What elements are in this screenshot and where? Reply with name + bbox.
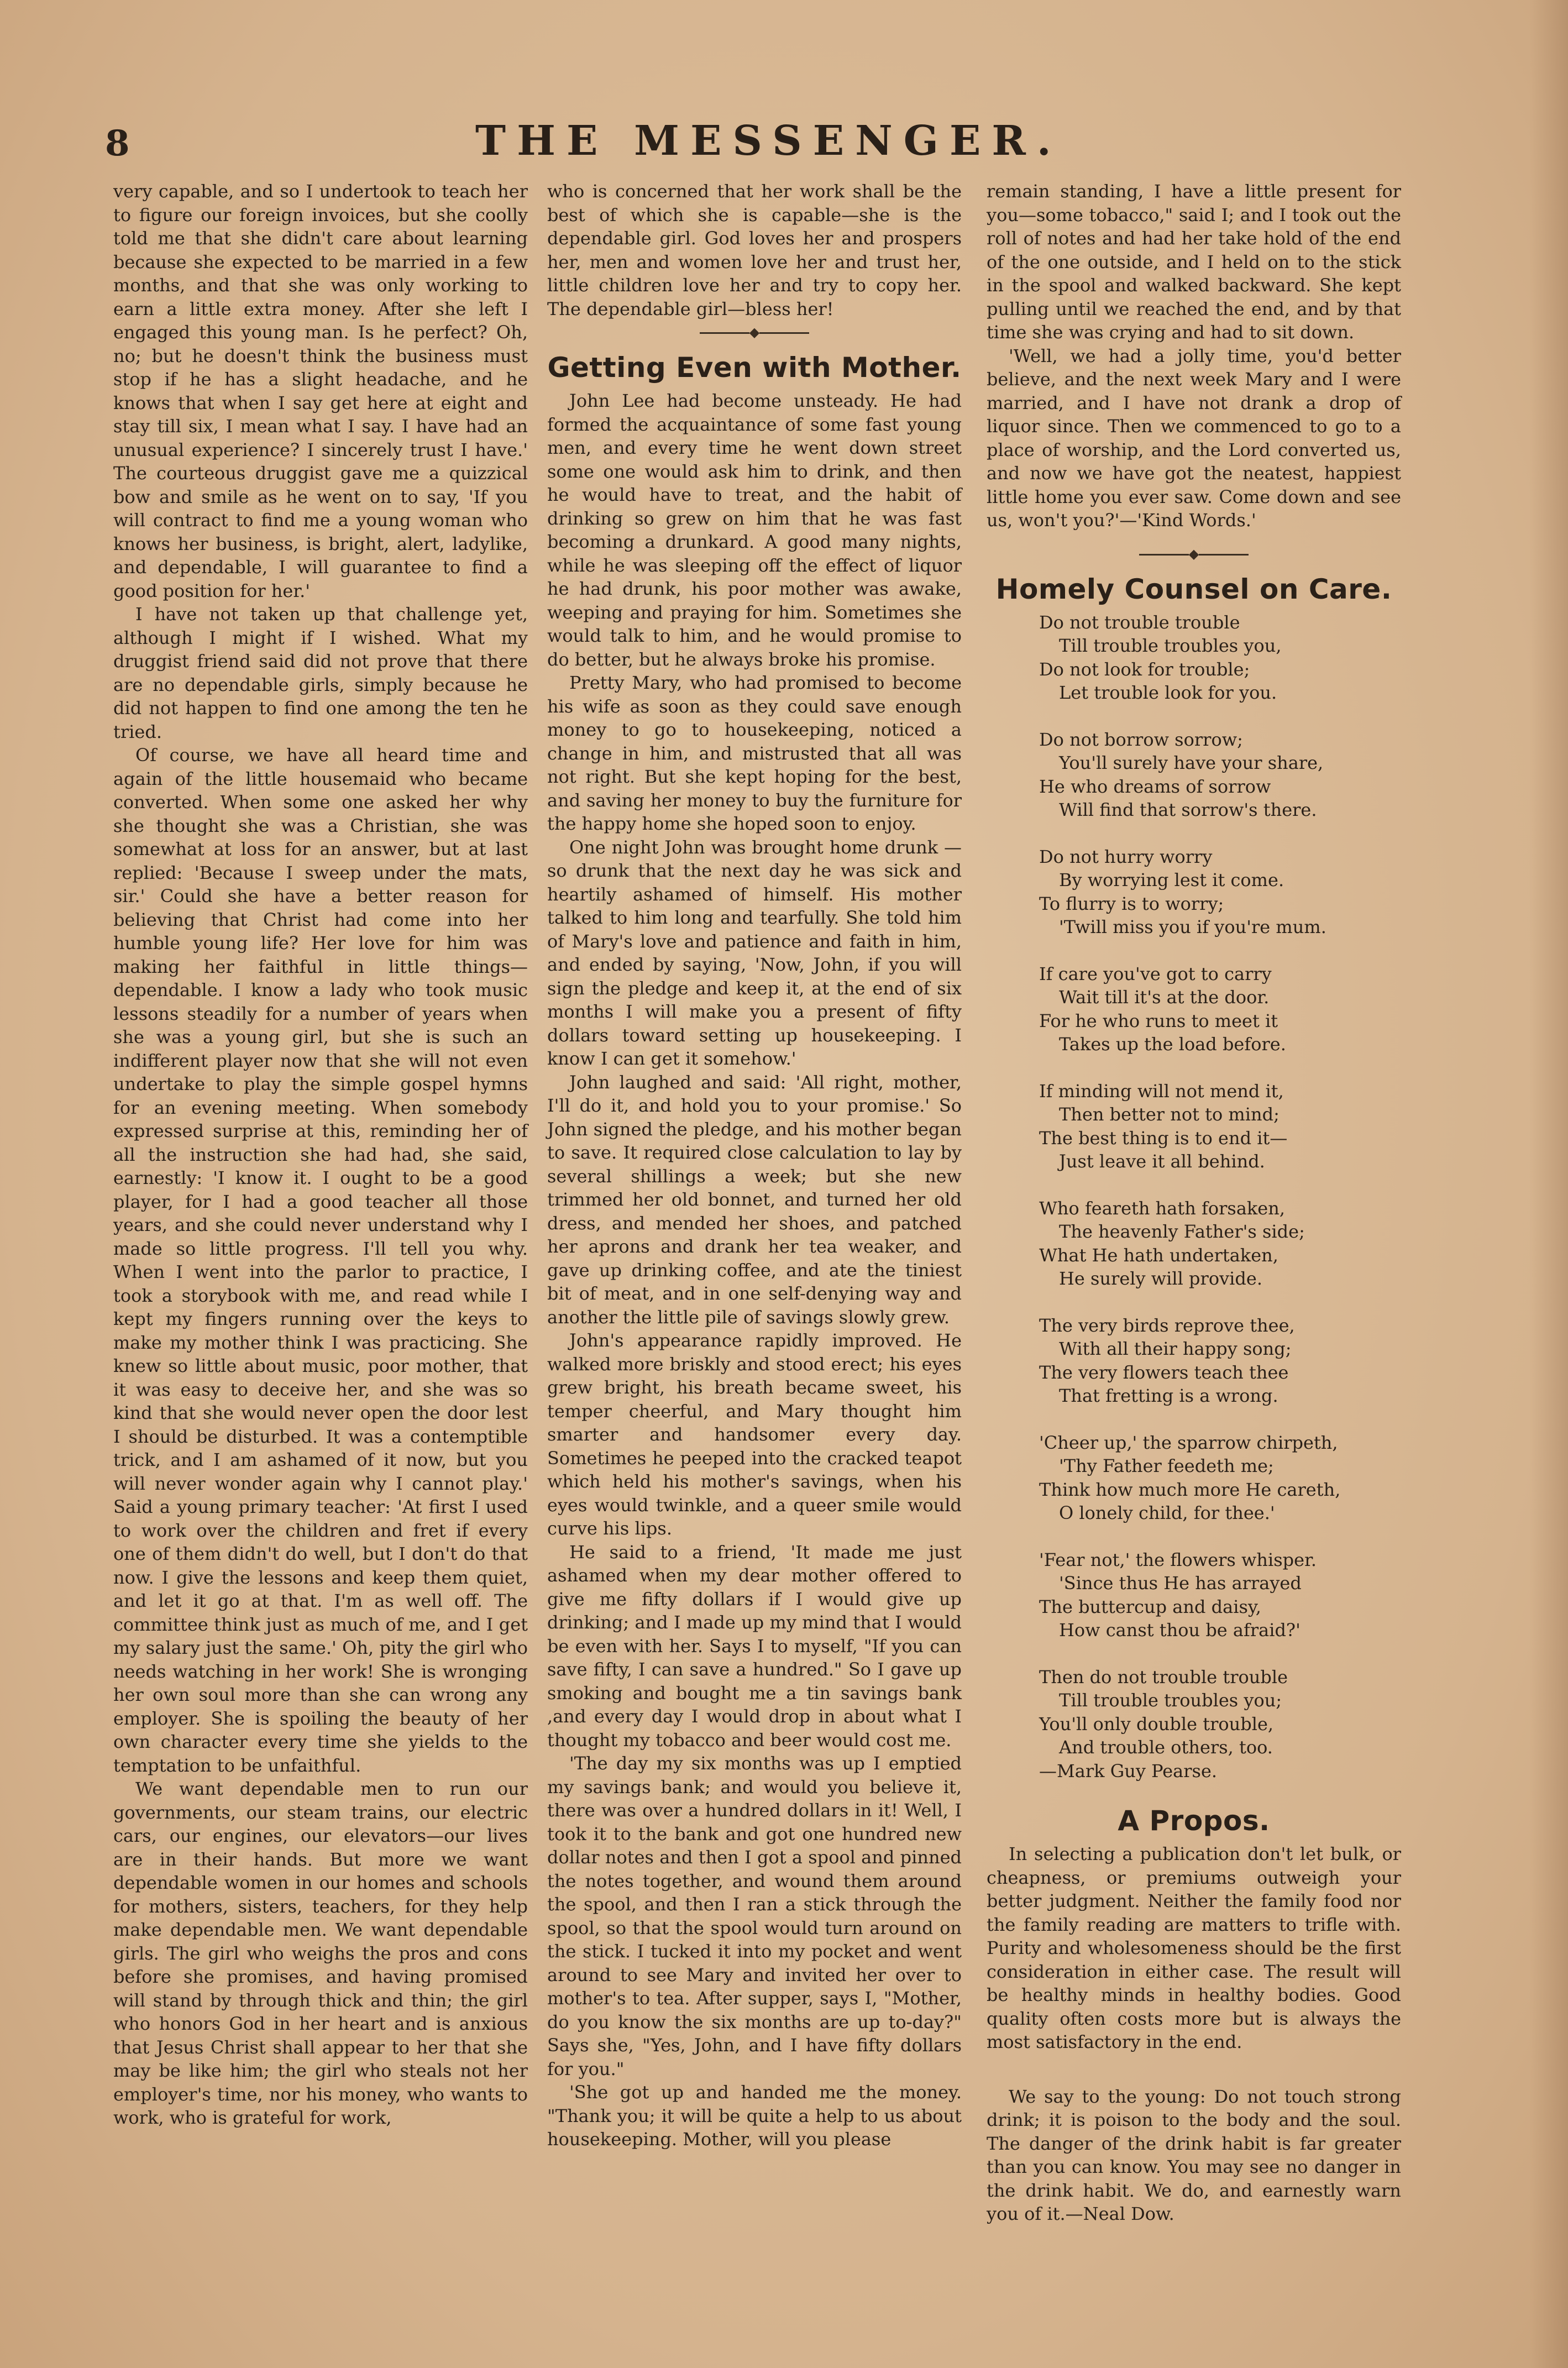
poem-line: Will find that sorrow's there. xyxy=(1059,799,1317,820)
poem-line: With all their happy song; xyxy=(1059,1338,1292,1359)
poem-line: Takes up the load before. xyxy=(1059,1034,1286,1055)
paragraph: One night John was brought home drunk —so drunk that the next day he was sick and heartily ashamed of himself. His mother talked to him long and tearfully. She told him of Mary's love and patience and faith in him, and ended by saying, 'Now, John, if you will sign the pledge and keep it, at the end of six months I will make you a present of fifty dollars toward setting up housekeeping. I know I can get it somehow.' xyxy=(547,836,962,1069)
ornament-divider: ◆ xyxy=(547,321,962,344)
poem-line: You'll only double trouble, xyxy=(1039,1713,1274,1735)
poem-stanza xyxy=(1039,1314,1401,1408)
poem-line: 'Since thus He has arrayed xyxy=(1059,1573,1302,1594)
ornament-divider: ◆ xyxy=(987,542,1401,565)
poem-stanza xyxy=(1039,611,1401,705)
poem-line: Who feareth hath forsaken, xyxy=(1039,1197,1286,1219)
poem-line: 'Thy Father feedeth me; xyxy=(1059,1455,1274,1476)
poem-line: 'Twill miss you if you're mum. xyxy=(1059,916,1326,937)
paragraph: John Lee had become unsteady. He had formed the acquaintance of some fast young men, and every time he went down street some one would ask him to drink, and then he would have to treat, and the habit of drinking so grew on him that he was fast becoming a drunkard. A good many nights, while he was sleeping off the effect of liquor he had drunk, his poor mother was awake, weeping and praying for him. Sometimes she would talk to him, and he would promise to do better, but he always broke his promise. xyxy=(547,390,962,670)
poem-line: The heavenly Father's side; xyxy=(1059,1221,1305,1242)
poem-line: The best thing is to end it— xyxy=(1039,1127,1288,1149)
paragraph: John's appearance rapidly improved. He walked more briskly and stood erect; his eyes grew bright, his breath became sweet, his temper cheerful, and Mary thought him smarter and handsomer every day. Sometimes he peeped into the cracked teapot which held his mother's savings, when his eyes would twinkle, and a queer smile would curve his lips. xyxy=(547,1330,962,1539)
paragraph: who is concerned that her work shall be the best of which she is capable—she is the dependable girl. God loves her and prospers her, men and women love her and trust her, little children love her and try to copy her. The dependable girl—bless her! xyxy=(547,181,962,319)
poem-line: Do not trouble trouble xyxy=(1039,611,1240,633)
paragraph: Of course, we have all heard time and again of the little housemaid who became converted. When some one asked her why she thought she was a Christian, she was somewhat at loss for an answer, but at last replied: 'Because I sweep under the mats, sir.' Could she have a better reason for believing that Christ had come into her humble young life? Her love for him was making her faithful in little things—dependable. I know a lady who took music lessons steadily for a number of years when she was a young girl, but she is such an indifferent player now that she will not even undertake to play the simple gospel hymns for an evening meeting. When somebody expressed surprise at this, reminding her of all the instruction she had had, she said, earnestly: 'I know it. I ought to be a good player, for I had a good teacher all those years, and she could never understand why I made so little progress. I'll tell you why. When I went into the parlor to practice, I took a storybook with me, and read while I kept my fingers running over the keys to make my mother think I was practicing. She knew so little about music, poor mother, that it was easy to deceive her, and she was so kind that she would never open the door lest I should be disturbed. It was a contemptible trick, and I am ashamed of it now, but you will never wonder again why I cannot play.' Said a young primary teacher: 'At first I used to work over the children and fret if every one of them didn't do well, but I don't do that now. I give the lessons and keep them quiet, and let it go at that. I'm as well off. The committee think just as much of me, and I get my salary just the same.' Oh, pity the girl who needs watching in her work! She is wronging her own soul more than she can wrong any employer. She is spoiling the beauty of her own character every time she yields to the temptation to be unfaithful. xyxy=(113,745,528,1776)
poem-title: Homely Counsel on Care. xyxy=(995,573,1392,605)
poem-line: Do not look for trouble; xyxy=(1039,658,1250,680)
poem-line: How canst thou be afraid?' xyxy=(1059,1620,1300,1641)
poem-stanza xyxy=(1039,1197,1401,1291)
poem-stanza xyxy=(1039,1080,1401,1173)
poem-line: And trouble others, too. xyxy=(1059,1737,1273,1758)
column-3 xyxy=(987,180,1401,2226)
poem-line: O lonely child, for thee.' xyxy=(1059,1502,1275,1523)
poem-stanza xyxy=(1039,1431,1401,1525)
poem-line: 'Fear not,' the flowers whisper. xyxy=(1039,1549,1317,1570)
poem-line: He surely will provide. xyxy=(1059,1268,1262,1289)
paragraph: very capable, and so I undertook to teach her to figure our foreign invoices, but she coolly told me that she didn't care about learning because she expected to be married in a few months, and that she was only working to earn a little extra money. After she left I engaged this young man. Is he perfect? Oh, no; but he doesn't think the business must stop if he has a slight headache, and he knows that when I say get here at eight and stay till six, I mean what I say. I have had an unusual experience? I sincerely trust I have.' The courteous druggist gave me a quizzical bow and smile as he went on to say, 'If you will contract to find me a young woman who knows her business, is bright, alert, ladylike, and dependable, I will guarantee to find a good position for her.' xyxy=(113,181,528,601)
poem-line: The very flowers teach thee xyxy=(1039,1361,1289,1383)
poem-line: If minding will not mend it, xyxy=(1039,1080,1284,1102)
paragraph: In selecting a publication don't let bulk, or cheapness, or premiums outweigh your better judgment. Neither the family food nor the family reading are matters to trifle with. Purity and wholesomeness should be the first consideration in either case. The result will be healthy minds in healthy bodies. Good quality often costs more but is always the most satisfactory in the end. xyxy=(987,1843,1401,2052)
poem-line: Wait till it's at the door. xyxy=(1059,987,1270,1008)
poem-line: Then better not to mind; xyxy=(1059,1104,1279,1125)
poem-line: He who dreams of sorrow xyxy=(1039,776,1271,797)
paragraph: John laughed and said: 'All right, mother, I'll do it, and hold you to your promise.' So John signed the pledge, and his mother began to save. It required close calculation to lay by several shillings a week; but she new trimmed her old bonnet, and turned her old dress, and mended her shoes, and patched her aprons and drank her tea weaker, and gave up drinking coffee, and ate the tiniest bit of meat, and in one self-denying way and another the little pile of savings slowly grew. xyxy=(547,1071,962,1328)
article-title-getting-even: Getting Even with Mother. xyxy=(547,352,962,384)
masthead: THE MESSENGER. xyxy=(475,117,1062,165)
poem-stanza xyxy=(1039,962,1401,1056)
column-2 xyxy=(547,180,962,2151)
poem-line: Till trouble troubles you, xyxy=(1059,635,1282,656)
poem-stanza xyxy=(1039,728,1401,822)
poem-line: The very birds reprove thee, xyxy=(1039,1314,1295,1336)
poem-line: Think how much more He careth, xyxy=(1039,1479,1341,1500)
poem-line: Do not hurry worry xyxy=(1039,846,1213,867)
poem-line: You'll surely have your share, xyxy=(1059,752,1324,773)
poem-line: 'Cheer up,' the sparrow chirpeth, xyxy=(1039,1432,1338,1453)
paragraph: 'Well, we had a jolly time, you'd better believe, and the next week Mary and I were married, and I have not drank a drop of liquor since. Then we commenced to go to a place of worship, and the Lord converted us, and now we have got the neatest, happiest little home you ever saw. Come down and see us, won't you?'—'Kind Words.' xyxy=(987,345,1401,531)
paragraph: remain standing, I have a little present for you—some tobacco," said I; and I took out the roll of notes and had her take hold of the end of the one outside, and I held on to the stick in the spool and walked backward. She kept pulling until we reached the end, and by that time she was crying and had to sit down. xyxy=(987,181,1401,343)
poem-line: By worrying lest it come. xyxy=(1059,869,1284,890)
poem-line: That fretting is a wrong. xyxy=(1059,1385,1278,1406)
poem-line: Till trouble troubles you; xyxy=(1059,1690,1282,1711)
paragraph: 'The day my six months was up I emptied my savings bank; and would you believe it, there was over a hundred dollars in it! Well, I took it to the bank and got one hundred new dollar notes and then I got a spool and pinned the notes together, and wound them around the spool, and then I ran a stick through the spool, so that the spool would turn around on the stick. I tucked it into my pocket and went around to see Mary and invited her over to mother's to tea. After supper, says I, "Mother, do you know the six months are up to-day?" Says she, "Yes, John, and I have fifty dollars for you." xyxy=(547,1753,962,2079)
page-number: 8 xyxy=(105,123,130,164)
page-header xyxy=(105,117,1437,178)
poem-line: Then do not trouble trouble xyxy=(1039,1666,1288,1688)
apropos-title: A Propos. xyxy=(1118,1805,1270,1837)
poem-attribution: —Mark Guy Pearse. xyxy=(1039,1760,1218,1782)
paragraph: I have not taken up that challenge yet, although I might if I wished. What my druggist friend said did not prove that there are no dependable girls, simply because he did not happen to find one among the ten he tried. xyxy=(113,604,528,742)
poem-line: Just leave it all behind. xyxy=(1059,1151,1265,1172)
paragraph: He said to a friend, 'It made me just ashamed when my dear mother offered to give me fifty dollars if I would give up drinking; and I made up my mind that I would be even with her. Says I to myself, "If you can save fifty, I can save a hundred." So I gave up smoking and bought me a tin savings bank ,and every day I would drop in about what I thought my tobacco and beer would cost me. xyxy=(547,1541,962,1751)
column-1 xyxy=(113,180,528,2130)
poem-line: What He hath undertaken, xyxy=(1039,1244,1278,1266)
poem xyxy=(987,611,1401,1759)
page-edge-shadow xyxy=(1529,0,1568,2368)
paragraph: Pretty Mary, who had promised to become his wife as soon as they could save enough money to go to housekeeping, noticed a change in him, and mistrusted that all was not right. But she kept hoping for the best, and saving her money to buy the furniture for the happy home she hoped soon to enjoy. xyxy=(547,672,962,834)
poem-line: For he who runs to meet it xyxy=(1039,1010,1278,1031)
poem-stanza xyxy=(1039,845,1401,939)
poem-line: Do not borrow sorrow; xyxy=(1039,729,1243,750)
paragraph: 'She got up and handed me the money. "Thank you; it will be quite a help to us about housekeeping. Mother, will you please xyxy=(547,2082,962,2150)
poem-line: If care you've got to carry xyxy=(1039,963,1272,984)
poem-stanza xyxy=(1039,1665,1401,1759)
poem-line: Let trouble look for you. xyxy=(1059,682,1277,703)
paragraph: We say to the young: Do not touch strong drink; it is poison to the body and the soul. The danger of the drink habit is far greater than you can know. You may see no danger in the drink habit. We do, and earnestly warn you of it.—Neal Dow. xyxy=(987,2086,1401,2224)
poem-line: The buttercup and daisy, xyxy=(1039,1596,1261,1617)
poem-line: To flurry is to worry; xyxy=(1039,893,1224,914)
poem-stanza xyxy=(1039,1548,1401,1642)
paragraph: We want dependable men to run our governments, our steam trains, our electric cars, our engines, our elevators—our lives are in their hands. But more we want dependable women in our homes and schools for mothers, sisters, teachers, for they help make dependable men. We want dependable girls. The girl who weighs the pros and cons before she promises, and having promised will stand by through thick and thin; the girl who honors God in her heart and is anxious that Jesus Christ shall appear to her that she may be like him; the girl who steals not her employer's time, nor his money, who wants to work, who is grateful for work, xyxy=(113,1778,528,2128)
